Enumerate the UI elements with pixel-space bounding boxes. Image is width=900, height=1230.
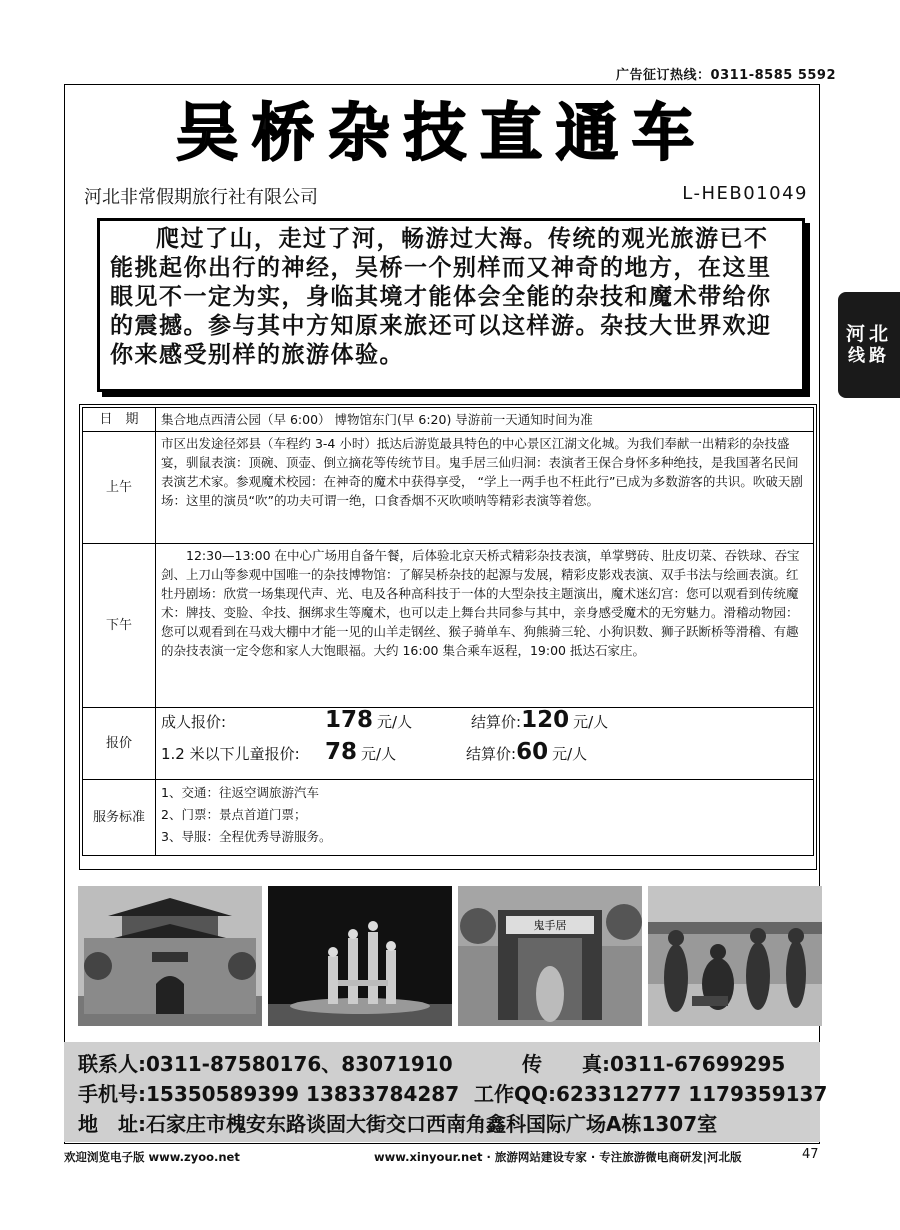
- contact-line-qq: [474, 1078, 827, 1107]
- table-row: [83, 544, 814, 708]
- photo-acrobats: [268, 886, 452, 1026]
- contact-line-mobile: [78, 1078, 459, 1107]
- agency-name: 河北非常假期旅行社有限公司: [84, 187, 318, 208]
- service-cell: [156, 780, 814, 856]
- morning-text: 市区出发途径郊县（车程约 3-4 小时）抵达后游览最具特色的中心景区江湖文化城。为我们奉献一出精彩的杂技盛宴，驯鼠表演：顶碗、顶壶、倒立摘花等传统节目。鬼手居三仙归洞：表演者王保合身怀多种绝技，是我国著名民间表演艺术家。参观魔术校园：在神奇的魔术中获得享受， “学上一两手也不枉此行”已成为多数游客的共识。吹破天剧场：这里的演员“吹”的功夫可谓一绝，口食香烟不灭吹唢呐等精彩表演等着您。: [156, 432, 814, 544]
- intro-text: 爬过了山，走过了河，畅游过大海。传统的观光旅游已不能挑起你出行的神经，吴桥一个别样而又神奇的地方，在这里眼见不一定为实，身临其境才能体会全能的杂技和魔术带给你的震撼。参与其中方知原来旅还可以这样游。杂技大世界欢迎你来感受别样的旅游体验。: [110, 226, 772, 368]
- page-title: 吴桥杂技直通车: [175, 96, 708, 169]
- table-row: [83, 780, 814, 856]
- table-row: [83, 432, 814, 544]
- side-tab-line2: 线路: [848, 346, 890, 366]
- date-value: 集合地点西清公园（早 6:00） 博物馆东门(早 6:20) 导游前一天通知时间为准: [156, 408, 814, 432]
- qq-label: 工作QQ:: [474, 1082, 557, 1106]
- adult-unit: 元/人: [377, 713, 413, 731]
- child-price: 78: [325, 739, 358, 765]
- contact-line-fax: [522, 1048, 785, 1077]
- price-cell: [156, 708, 814, 780]
- contact-line-address: [78, 1108, 717, 1137]
- afternoon-label: 下午: [83, 544, 156, 708]
- adult-price-line: [161, 707, 808, 743]
- footer-right: www.xinyour.net · 旅游网站建设专家 · 专注旅游微电商研发|河北版: [374, 1150, 742, 1164]
- phone-value: 0311-87580176、83071910: [146, 1052, 453, 1076]
- ad-hotline: 广告征订热线：0311-8585 5592: [616, 68, 836, 83]
- child-price-line: [161, 739, 808, 775]
- adult-price: 178: [325, 707, 374, 733]
- contact-block: [64, 1042, 828, 1142]
- price-label: 报价: [83, 708, 156, 780]
- qq-value: 623312777 1179359137: [556, 1082, 828, 1106]
- child-label: 1.2 米以下儿童报价:: [161, 745, 300, 763]
- adult-settle-unit: 元/人: [573, 713, 609, 731]
- adult-settle: 120: [521, 707, 570, 733]
- fax-label: 传 真:: [522, 1052, 610, 1076]
- service-item: 2、门票：景点首道门票；: [161, 807, 307, 822]
- gate-sign-text: 鬼手居: [533, 919, 567, 932]
- adult-label: 成人报价:: [161, 713, 227, 731]
- intro-box: [97, 218, 805, 392]
- child-settle-unit: 元/人: [552, 745, 588, 763]
- table-row: [83, 408, 814, 432]
- adult-settle-label: 结算价:: [471, 713, 522, 731]
- mobile-label: 手机号:: [78, 1082, 146, 1106]
- phone-label: 联系人:: [78, 1052, 146, 1076]
- mobile-value: 15350589399 13833784287: [146, 1082, 460, 1106]
- service-item: 3、导服：全程优秀导游服务。: [161, 829, 332, 844]
- service-item: 1、交通：往返空调旅游汽车: [161, 785, 319, 800]
- date-label: 日 期: [83, 408, 156, 432]
- child-settle-label: 结算价:: [466, 745, 517, 763]
- address-value: 石家庄市槐安东路谈固大街交口西南角鑫科国际广场A栋1307室: [146, 1112, 718, 1136]
- child-settle: 60: [516, 739, 549, 765]
- child-unit: 元/人: [361, 745, 397, 763]
- license-number: L-HEB01049: [682, 183, 808, 204]
- address-label: 地 址:: [78, 1112, 146, 1136]
- photo-city-gate: [78, 886, 262, 1026]
- afternoon-text: 12:30—13:00 在中心广场用自备午餐，后体验北京天桥式精彩杂技表演，单掌劈砖、肚皮切菜、吞铁球、吞宝剑、上刀山等参观中国唯一的杂技博物馆：了解吴桥杂技的起源与发展，精彩皮影戏表演、双手书法与绘画表演。红牡丹剧场：欣赏一场集现代声、光、电及各种高科技于一体的大型杂技主题演出，魔术迷幻宫：您可以观看到传统魔术：牌技、变脸、伞技、捆绑求生等魔术，也可以走上舞台共同参与其中，亲身感受魔术的无穷魅力。滑稽动物园：您可以观看到在马戏大棚中才能一见的山羊走钢丝、猴子骑单车、狗熊骑三轮、小狗识数、狮子跃断桥等滑稽、有趣的杂技表演一定令您和家人大饱眼福。大约 16:00 集合乘车返程，19:00 抵达石家庄。: [156, 544, 814, 708]
- footer-left: 欢迎浏览电子版 www.zyoo.net: [64, 1150, 240, 1164]
- page-number: 47: [802, 1147, 819, 1162]
- fax-value: 0311-67699295: [610, 1052, 786, 1076]
- itinerary-table: [82, 407, 814, 856]
- morning-label: 上午: [83, 432, 156, 544]
- photo-gate-sign: [458, 886, 642, 1026]
- contact-line-phone: [78, 1048, 453, 1077]
- side-tab-line1: 河北: [845, 323, 892, 345]
- photo-strip: [78, 886, 822, 1026]
- photo-statues: [648, 886, 822, 1026]
- side-tab: [838, 292, 900, 398]
- service-label: 服务标准: [83, 780, 156, 856]
- table-row: [83, 708, 814, 780]
